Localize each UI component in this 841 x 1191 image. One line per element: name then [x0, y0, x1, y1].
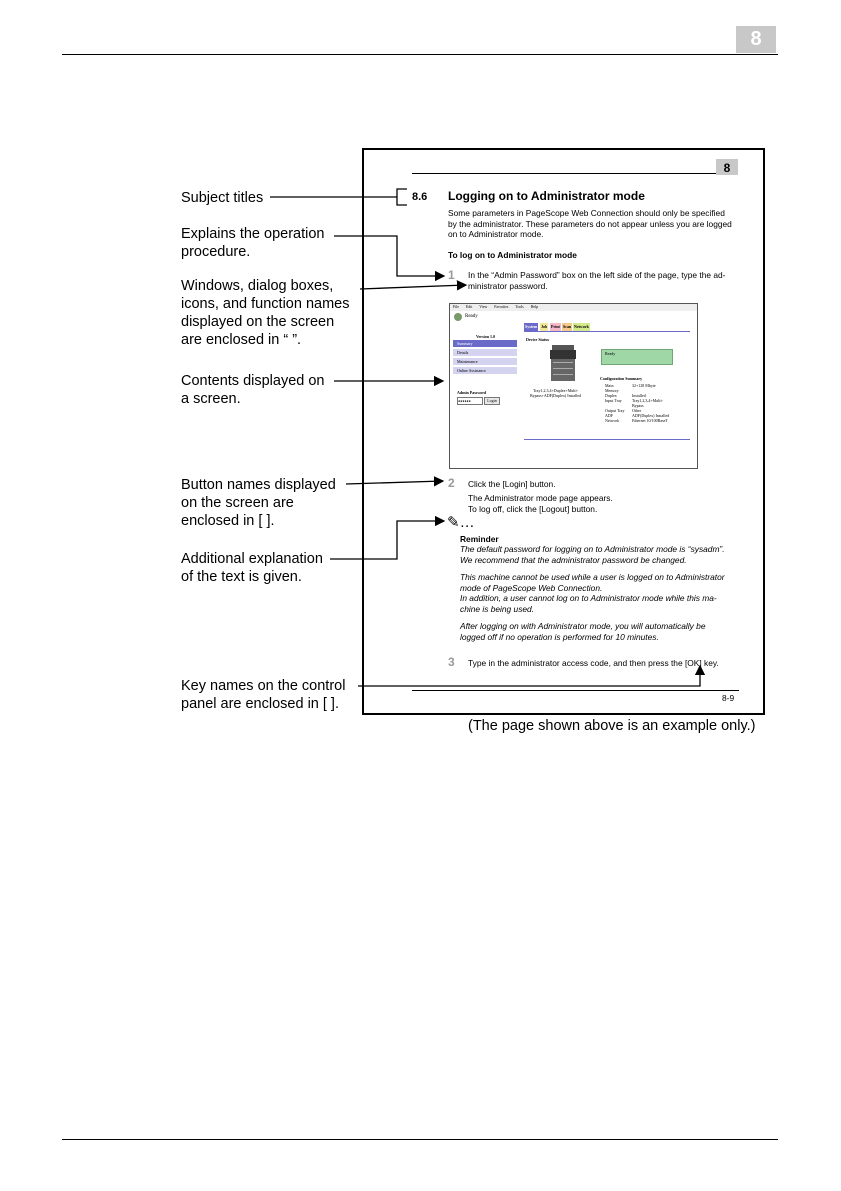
nav-item-online-assistance[interactable]: Online Assistance: [453, 367, 517, 375]
device-caption: Tray1,2,3,4+Duplex+Multi- Bypass+ADF(Duplex) Installed: [530, 388, 582, 398]
tab-network[interactable]: Network: [574, 324, 589, 329]
example-caption: (The page shown above is an example only.): [468, 718, 756, 734]
config-summary-title: Configuration Summary: [600, 376, 643, 381]
screenshot-menubar: File Edit View Favorites Tools Help: [450, 304, 697, 311]
step-2-text: Click the [Login] button.: [468, 479, 556, 489]
annotation-windows-dialogs: Windows, dialog boxes, icons, and function names displayed on the screen are enclosed in “ ”.: [181, 278, 350, 348]
nav-item-maintenance[interactable]: Maintenance: [453, 358, 517, 366]
config-labels: Main Memory Duplex Input Tray Output Tray ADF Network: [605, 383, 625, 423]
tab-print[interactable]: Print: [551, 324, 560, 329]
step-3-number: 3: [448, 655, 455, 669]
example-header-rule: [412, 173, 719, 174]
reminder-paragraph-1: The default password for logging on to Administrator mode is “sysadm”. We recommend that the administrator password be changed.: [460, 544, 725, 565]
nav-item-details[interactable]: Details: [453, 349, 517, 357]
content-bottom-rule: [524, 439, 690, 440]
web-connection-screenshot: [449, 303, 698, 469]
chapter-number: 8: [750, 28, 762, 50]
printer-status-icon: [454, 313, 462, 321]
procedure-title: To log on to Administrator mode: [448, 250, 577, 260]
step-1-text: In the “Admin Password” box on the left side of the page, type the ad- ministrator password.: [468, 270, 726, 291]
annotation-subject-titles: Subject titles: [181, 190, 264, 206]
annotation-screen-contents: Contents displayed on a screen.: [181, 373, 325, 407]
reminder-paragraph-2: This machine cannot be used while a user is logged on to Administrator mode of PageScope Web Connection. In addition, a user cannot log on to Administrator mode while this ma- chine is being used.: [460, 572, 725, 614]
example-chapter-number: 8: [723, 161, 731, 175]
screenshot-version: Version 1.0: [476, 334, 495, 339]
annotation-button-names: Button names displayed on the screen are enclosed in [ ].: [181, 477, 336, 529]
screenshot-status: Ready: [465, 314, 478, 319]
tab-scan[interactable]: Scan: [563, 324, 572, 329]
admin-password-label: Admin Password: [457, 390, 487, 395]
section-title: Logging on to Administrator mode: [448, 189, 645, 203]
annotation-operation-procedure: Explains the operation procedure.: [181, 226, 325, 260]
reminder-pencil-icon: ✎…: [447, 514, 475, 531]
tab-underline: [524, 331, 690, 332]
example-chapter-tab: [716, 159, 738, 175]
step-2-number: 2: [448, 476, 455, 490]
section-number: 8.6: [412, 191, 428, 203]
nav-item-summary[interactable]: Summary: [453, 340, 517, 348]
step-1-number: 1: [448, 268, 455, 282]
ready-status-box: Ready: [601, 349, 673, 365]
config-values: 32+128 Mbyte Installed Tray1,2,3,4+Multi- Bypass Other ADF(Duplex) Installed Ethernet 10/100BaseT: [632, 383, 670, 423]
footer-rule: [62, 1139, 778, 1140]
device-status-label: Device Status: [526, 337, 549, 342]
example-footer-rule: [412, 690, 739, 691]
tab-system[interactable]: System: [525, 324, 538, 329]
tab-job[interactable]: Job: [541, 324, 548, 329]
annotation-additional-explanation: Additional explanation of the text is given.: [181, 551, 323, 585]
step-3-text: Type in the administrator access code, and then press the [OK] key.: [468, 658, 719, 668]
login-button[interactable]: Login: [484, 397, 500, 405]
example-page-number: 8-9: [722, 693, 735, 703]
copier-illustration: [550, 345, 576, 381]
step-2-result: The Administrator mode page appears. To log off, click the [Logout] button.: [468, 493, 613, 514]
section-intro: Some parameters in PageScope Web Connection should only be specified by the administrator. These parameters do not appear unless you are logged on to Administrator mode.: [448, 208, 732, 239]
admin-password-input[interactable]: ●●●●●●: [457, 397, 483, 405]
annotation-key-names: Key names on the control panel are enclosed in [ ].: [181, 678, 346, 712]
reminder-paragraph-3: After logging on with Administrator mode, you will automatically be logged off if no operation is performed for 10 minutes.: [460, 621, 706, 642]
reminder-title: Reminder: [460, 534, 499, 544]
